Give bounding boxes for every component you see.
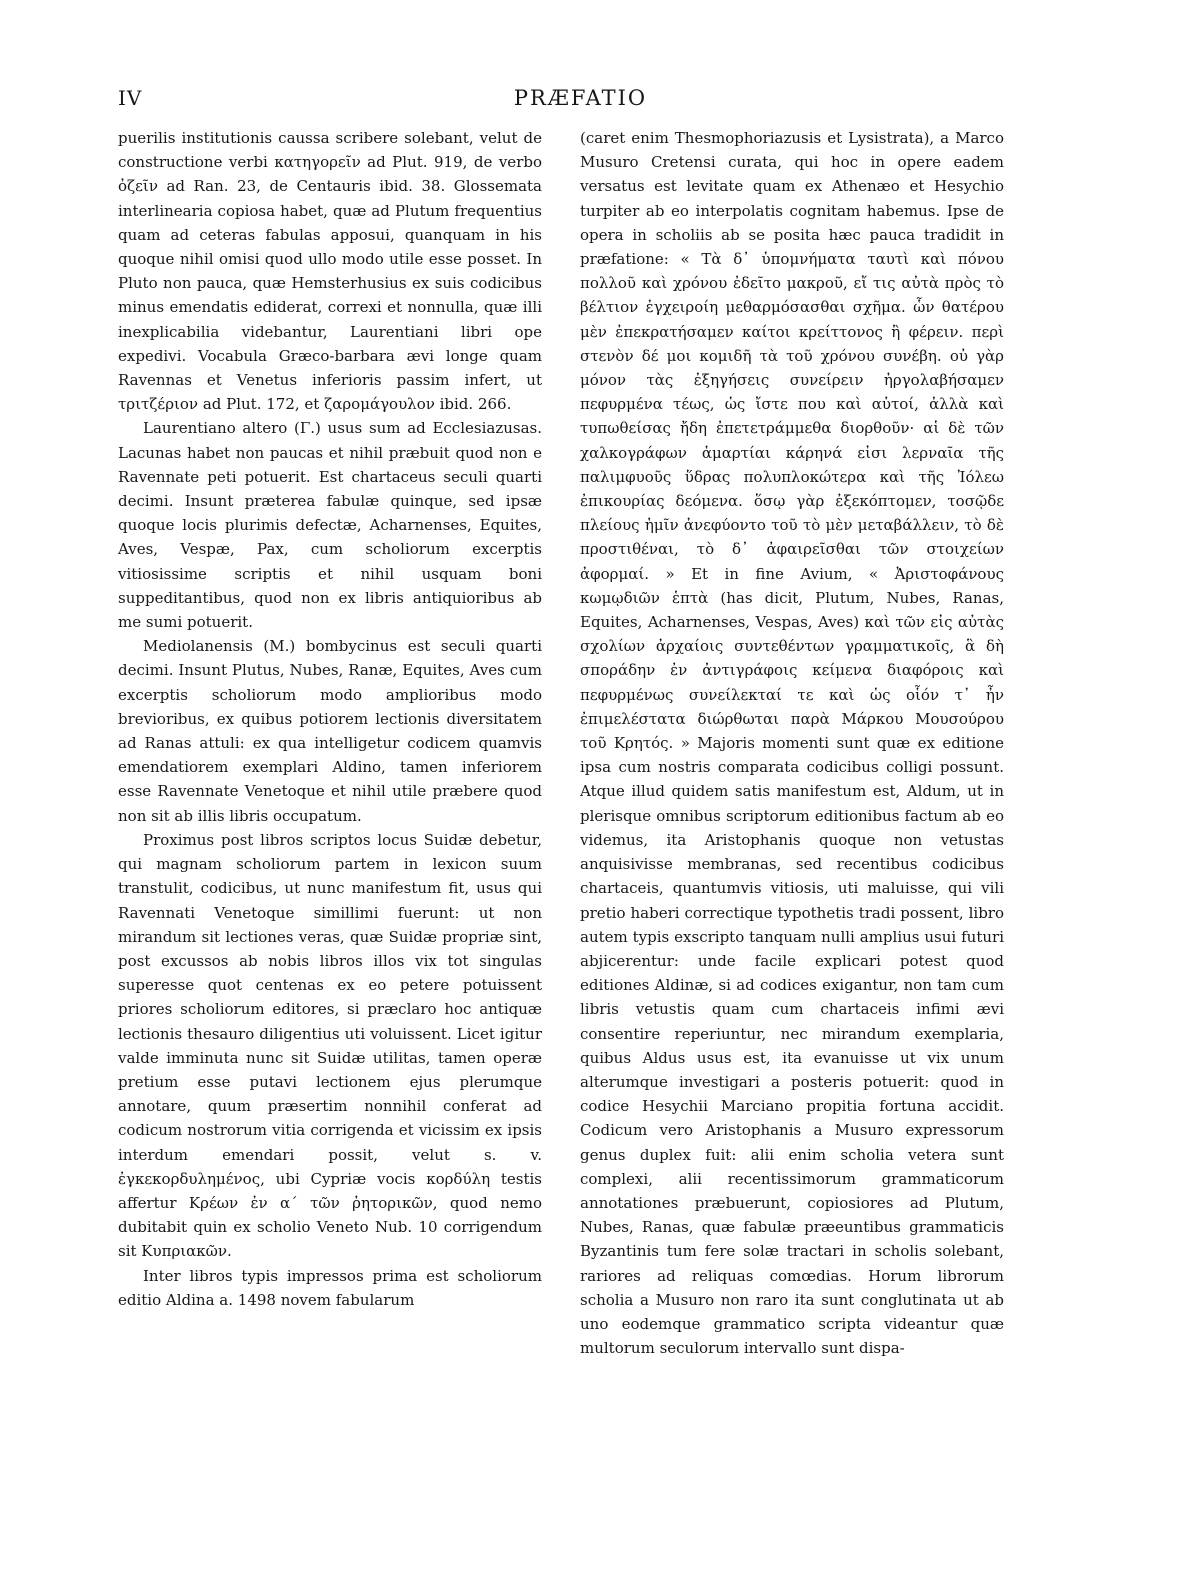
page-number: IV — [118, 86, 143, 110]
left-paragraph-5: Inter libros typis impressos prima est scholiorum editio Aldina a. 1498 novem fabularum — [118, 1266, 542, 1309]
left-paragraph-3: Mediolanensis (M.) bombycinus est seculi quarti decimi. Insunt Plutus, Nubes, Ranæ, Equites, Aves cum excerptis scholiorum modo amplioribus modo brevioribus, ex quibus potiorem lectionis diversitatem ad Ranas attuli: ex qua intelligetur codicem quamvis emendatiorem exemplari Aldino, tamen inferiorem esse Ravennate Venetoque et nihil utile præbere quod non sit ab illis libris occupatum. — [118, 637, 542, 825]
left-column — [118, 126, 542, 1518]
right-column — [580, 126, 1004, 1518]
left-paragraph-4: Proximus post libros scriptos locus Suidæ debetur, qui magnam scholiorum partem in lexicon suum transtulit, codicibus, ut nunc manifestum fit, usus qui Ravennati Venetoque simillimi fuerunt: ut non mirandum sit lectiones veras, quæ Suidæ propriæ sint, post excussos ab nobis libros illos vix tot singulas superesse quot centenas ex eo petere potuissent priores scholiorum editores, si præclaro hoc antiquæ lectionis thesauro diligentius uti voluissent. Licet igitur valde imminuta nunc sit Suidæ utilitas, tamen operæ pretium esse putavi lectionem ejus plerumque annotare, quum præsertim nonnihil conferat ad codicum nostrorum vitia corrigenda et vicissim ex ipsis interdum emendari possit, velut s. v. ἐγκεκορδυλημένος, ubi Cypriæ vocis κορδύλη testis affertur Κρέων ἐν α´ τῶν ῥητορικῶν, quod nemo dubitabit quin ex scholio Veneto Nub. 10 corrigendum sit Κυπριακῶν. — [118, 830, 542, 1261]
left-paragraph-2: Laurentiano altero (Γ.) usus sum ad Ecclesiazusas. Lacunas habet non paucas et nihil præbuit quod non e Ravennate peti potuerit. Est chartaceus seculi quarti decimi. Insunt præterea fabulæ quinque, sed ipsæ quoque locis plurimis defectæ, Acharnenses, Equites, Aves, Vespæ, Pax, cum scholiorum excerptis vitiosissime scriptis et nihil usquam boni suppeditantibus, quod non ex libris antiquioribus ab me sumi potuerit. — [118, 419, 542, 632]
page-header — [118, 84, 1043, 120]
left-paragraph-1: puerilis institutionis caussa scribere solebant, velut de constructione verbi κατηγορεῖν ad Plut. 919, de verbo ὀζεῖν ad Ran. 23, de Centauris ibid. 38. Glossemata interlinearia copiosa habet, quæ ad Plutum frequentius quam ad ceteras fabulas apposui, quanquam in his quoque nihil omisi quod ullo modo utile esse posset. In Pluto non pauca, quæ Hemsterhusius ex suis codicibus minus emendatis ediderat, correxi et nonnulla, quæ illi inexplicabilia videbantur, Laurentiani libri ope expedivi. Vocabula Græco-barbara ævi longe quam Ravennas et Venetus inferioris passim infert, ut τριτζέριον ad Plut. 172, et ζαρομάγουλον ibid. 266. — [118, 129, 542, 414]
right-paragraph-1: (caret enim Thesmophoriazusis et Lysistrata), a Marco Musuro Cretensi curata, qui hoc in opere eadem versatus est levitate quam ex Athenæo et Hesychio turpiter ab eo interpolatis cognitam habemus. Ipse de opera in scholiis ab se posita hæc pauca tradidit in præfatione: « Τὰ δ᾽ ὑπομνήματα ταυτὶ καὶ πόνου πολλοῦ καὶ χρόνου ἐδεῖτο μακροῦ, εἴ τις αὐτὰ πρὸς τὸ βέλτιον ἐγχειροίη μεθαρμόσασθαι σχῆμα. ὧν θατέρου μὲν ἐπεκρατήσαμεν καίτοι κρείττονος ἢ φέρειν. περὶ στενὸν δέ μοι κομιδῆ τὰ τοῦ χρόνου συνέβη. οὐ γὰρ μόνον τὰς ἐξηγήσεις συνείρειν ἠργολαβήσαμεν πεφυρμένα τέως, ὡς ἴστε που καὶ αὐτοί, ἀλλὰ καὶ τυπωθείσας ἤδη ἐπετετράμμεθα διορθοῦν· αἱ δὲ τῶν χαλκογράφων ἁμαρτίαι κάρηνά εἰσι λερναῖα τῆς παλιμφυοῦς ὕδρας πολυπλοκώτερα καὶ τῆς Ἰόλεω ἐπικουρίας δεόμενα. ὅσῳ γὰρ ἐξεκόπτομεν, τοσῷδε πλείους ἡμῖν ἀνεφύοντο τοῦ τὸ μὲν μεταβάλλειν, τὸ δὲ προστιθέναι, τὸ δ᾽ ἀφαιρεῖσθαι τῶν στοιχείων ἀφορμαί. » Et in fine Avium, « Ἀριστοφάνους κωμῳδιῶν ἑπτὰ (has dicit, Plutum, Nubes, Ranas, Equites, Acharnenses, Vespas, Aves) καὶ τῶν εἰς αὐτὰς σχολίων ἀρχαίοις συντεθέντων γραμματικοῖς, ἃ δὴ σποράδην ἐν ἀντιγράφοις κείμενα διαφόροις καὶ πεφυρμένως συνείλεκταί τε καὶ ὡς οἷόν τ᾽ ἦν ἐπιμελέστατα διώρθωται παρὰ Μάρκου Μουσούρου τοῦ Κρητός. » Majoris momenti sunt quæ ex editione ipsa cum nostris comparata codicibus colligi possunt. Atque illud quidem satis manifestum est, Aldum, ut in plerisque omnibus scriptorum editionibus factum ab eo videmus, ita Aristophanis quoque non vetustas anquisivisse membranas, sed recentibus codicibus chartaceis, quantumvis vitiosis, uti maluisse, qui vili pretio haberi correctique typothetis tradi possent, libro autem typis exscripto tanquam nulli amplius usui futuri abjicerentur: unde facile explicari potest quod editiones Aldinæ, si ad codices exigantur, non tam cum libris vetustis quam cum chartaceis infimi ævi consentire reperiuntur, nec mirandum exemplaria, quibus Aldus usus est, ita evanuisse ut vix unum alterumque investigari a posteris potuerit: quod in codice Hesychii Marciano propitia fortuna accidit. Codicum vero Aristophanis a Musuro expressorum genus duplex fuit: alii enim scholia vetera sunt complexi, alii recentissimorum grammaticorum annotationes præbuerunt, copiosiores ad Plutum, Nubes, Ranas, quæ fabulæ præeuntibus grammaticis Byzantinis tum fere solæ tractari in scholis solebant, rariores ad reliquas comœdias. Horum librorum scholia a Musuro non raro ita sunt conglutinata ut ab uno eodemque grammatico scripta videantur quæ multorum seculorum intervallo sunt dispa- — [580, 129, 1004, 1358]
running-title: PRÆFATIO — [513, 86, 648, 110]
